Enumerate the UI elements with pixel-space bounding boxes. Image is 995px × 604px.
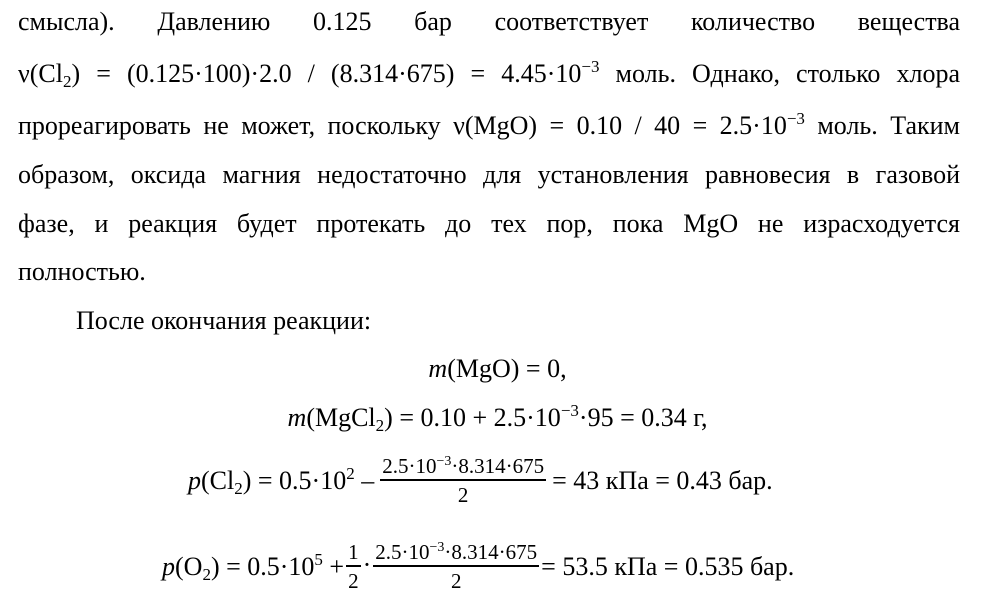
equation-m-mgcl2: m(MgCl$_2$) = $0.10 + 2.5\cdot 10^{-3}\cdot 95 = 0.34$ г, [287,401,708,435]
text-word: бар [414,7,452,36]
text-line-3 [18,108,960,144]
text-line-1 [18,4,960,40]
text-word: 0.125 [312,7,372,36]
exponent: −3 [786,109,805,128]
text-fragment: прореагировать не может, поскольку ν(MgO) = 0.10 / 40 = 2.5·10 [18,111,787,140]
formula-nu-cl2: $\nu(Cl_2) = (0.125\cdot 100)\cdot 2.0 / (8.314\cdot 675) = 4.45\cdot 10^{-3}$ [18,57,600,91]
text-line-4: образом, оксида магния недостаточно для установления равновесия в газовой [18,160,960,189]
text-word: вещества [857,7,961,36]
equation-p-cl2: $p(Cl_2) = 0.5\cdot 10^2$ – $\frac{2.5\cdot 10^{-3}\cdot 8.314\cdot 675}{2}$ = 43 кПа = 0.43 бар. [188,454,773,507]
equation-result: = 53.5 кПа = 0.535 бар. [541,552,795,581]
text-line-6: полностью. [18,257,146,286]
text-word: соответствует [494,7,649,36]
fraction: $\frac{2.5\cdot 10^{-3}\cdot 8.314\cdot 675}{2}$ [375,540,538,593]
equation-m-mgo: m(MgO) = 0, [428,354,567,383]
text-word: количество [691,7,816,36]
text-word: смысла). [18,7,115,36]
text-word: Давлению [157,7,271,36]
fraction-half: $\frac{1}{2}$ [348,540,359,593]
text-line-5: фазе, и реакция будет протекать до тех пор, пока MgO не израсходуется [18,209,960,238]
text-fragment: моль. Однако, столько хлора [599,59,960,88]
paragraph-intro: После окончания реакции: [76,306,372,335]
text-line-2 [18,56,960,92]
fraction: $\frac{2.5\cdot 10^{-3}\cdot 8.314\cdot 675}{2}$ [382,454,545,507]
equation-result: = 43 кПа = 0.43 бар. [552,466,773,495]
equation-p-o2: $p(O_2) = 0.5\cdot 10^5$ + $\frac{1}{2}$ · $\frac{2.5\cdot 10^{-3}\cdot 8.314\cdot 675}{2}$ = 53.5 кПа = 0.535 бар. [162,540,795,593]
text-fragment: моль. Таким [804,111,960,140]
